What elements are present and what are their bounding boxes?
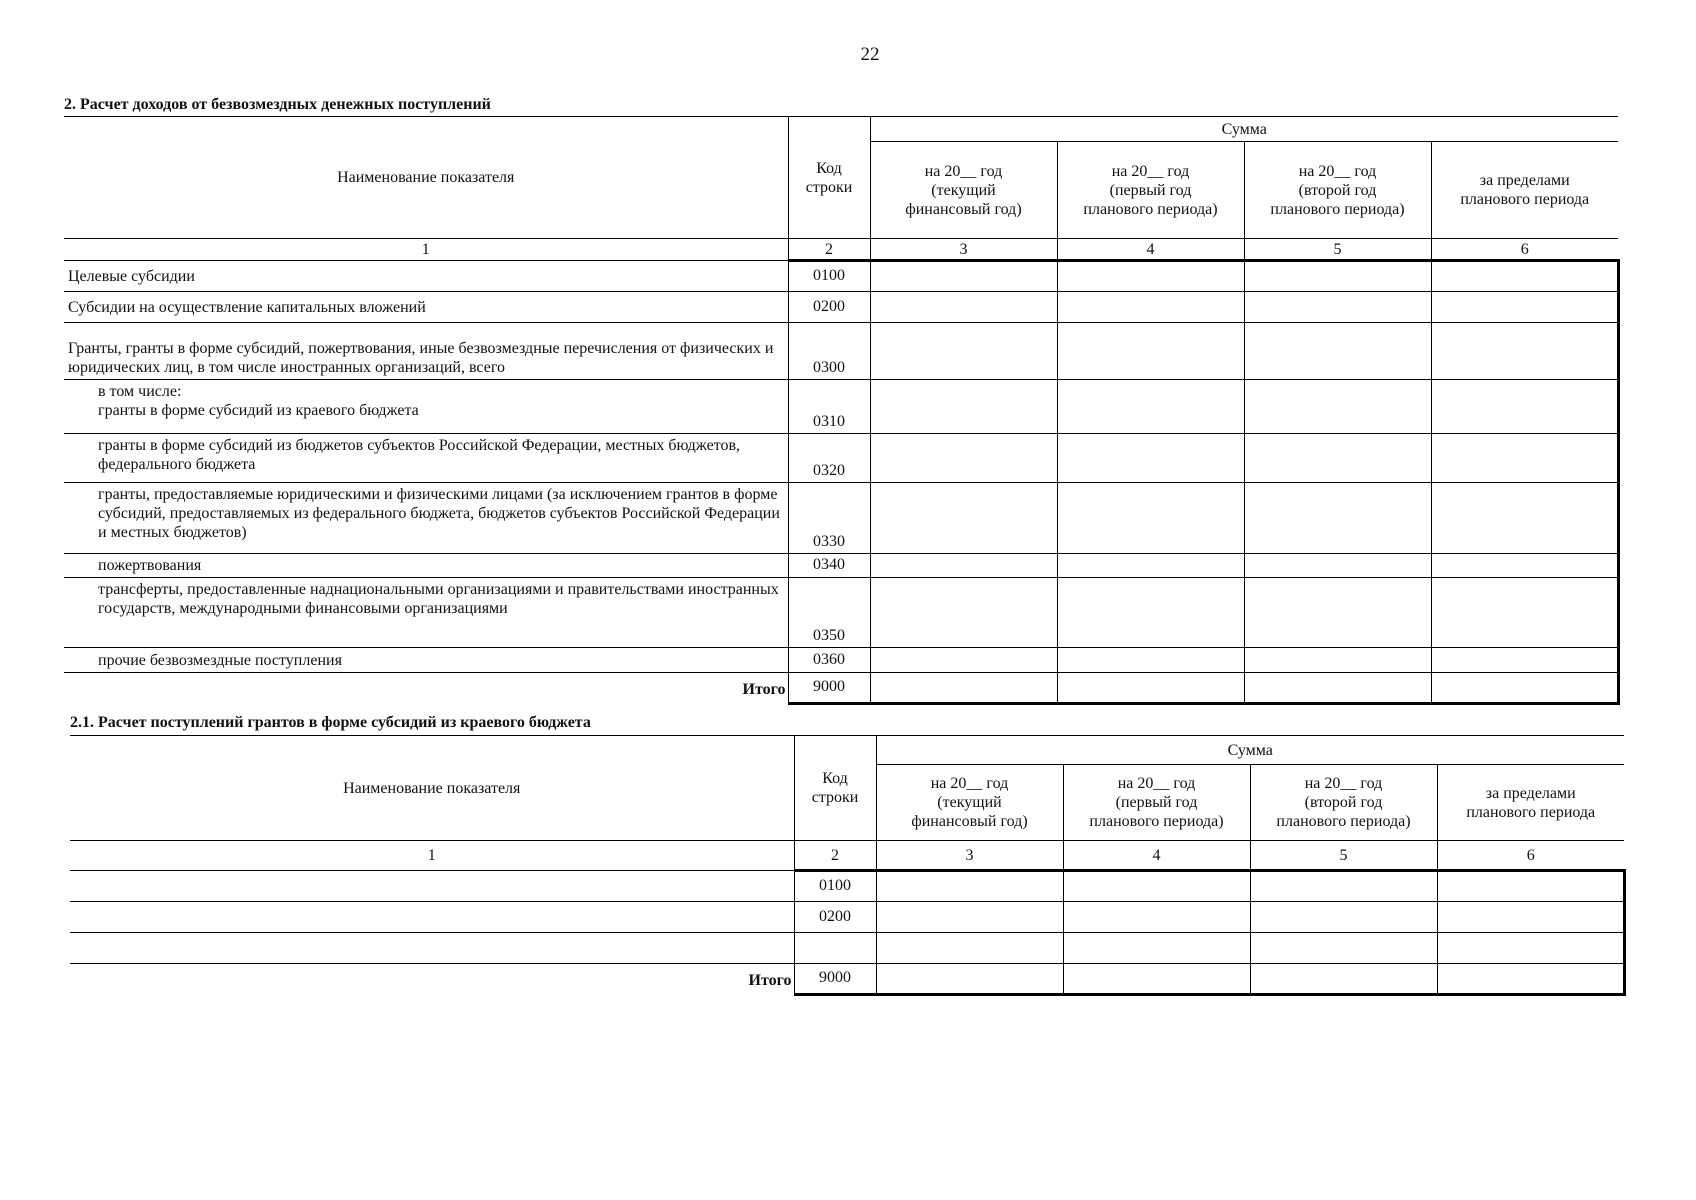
total-code: 9000 — [794, 964, 876, 995]
header-col5: на 20__ год (второй год планового периода) — [1250, 765, 1437, 841]
table-row — [64, 380, 1618, 434]
value-cell[interactable] — [870, 323, 1057, 380]
row-name: Целевые субсидии — [64, 261, 788, 292]
header-col4: на 20__ год (первый год планового периода) — [1063, 765, 1250, 841]
col-number-6: 6 — [1437, 841, 1624, 871]
value-cell[interactable] — [1244, 673, 1431, 704]
value-cell[interactable] — [1057, 323, 1244, 380]
value-cell[interactable] — [1437, 933, 1624, 964]
value-cell[interactable] — [1250, 933, 1437, 964]
header-code: Код строки — [794, 736, 876, 841]
value-cell[interactable] — [1431, 648, 1618, 673]
row-name-text: гранты в форме субсидий из краевого бюджета — [98, 402, 419, 419]
row-name[interactable] — [70, 902, 794, 933]
table-row — [64, 554, 1618, 578]
header-col4: на 20__ год (первый год планового периода) — [1057, 142, 1244, 239]
header-code: Код строки — [788, 117, 870, 239]
row-name: Гранты, гранты в форме субсидий, пожертвования, иные безвозмездные перечисления от физических и юридических лиц, в том числе иностранных организаций, всего — [64, 323, 788, 380]
row-code: 0310 — [788, 380, 870, 434]
value-cell[interactable] — [1244, 578, 1431, 648]
value-cell[interactable] — [870, 292, 1057, 323]
value-cell[interactable] — [1437, 902, 1624, 933]
col-number-5: 5 — [1244, 239, 1431, 261]
value-cell[interactable] — [1431, 673, 1618, 704]
col-number-5: 5 — [1250, 841, 1437, 871]
value-cell[interactable] — [1250, 902, 1437, 933]
table-row — [64, 483, 1618, 554]
col-number-3: 3 — [876, 841, 1063, 871]
value-cell[interactable] — [1063, 871, 1250, 902]
value-cell[interactable] — [876, 902, 1063, 933]
header-name: Наименование показателя — [70, 736, 794, 841]
row-code: 0350 — [788, 578, 870, 648]
table-row — [64, 578, 1618, 648]
value-cell[interactable] — [1431, 292, 1618, 323]
section-title-2: 2.1. Расчет поступлений грантов в форме субсидий из краевого бюджета — [70, 714, 591, 731]
value-cell[interactable] — [1057, 483, 1244, 554]
row-name[interactable] — [70, 871, 794, 902]
row-code: 0100 — [794, 871, 876, 902]
row-code: 0330 — [788, 483, 870, 554]
value-cell[interactable] — [1437, 964, 1624, 995]
page-number: 22 — [860, 44, 880, 65]
row-code: 0100 — [788, 261, 870, 292]
table-row — [64, 323, 1618, 380]
row-name: прочие безвозмездные поступления — [64, 648, 788, 673]
value-cell[interactable] — [1431, 434, 1618, 483]
table-row — [64, 434, 1618, 483]
header-col5: на 20__ год (второй год планового периода) — [1244, 142, 1431, 239]
value-cell[interactable] — [1244, 292, 1431, 323]
col-number-4: 4 — [1057, 239, 1244, 261]
value-cell[interactable] — [1244, 434, 1431, 483]
header-col6: за пределами планового периода — [1437, 765, 1624, 841]
total-row — [64, 673, 1618, 704]
value-cell[interactable] — [1063, 902, 1250, 933]
value-cell[interactable] — [1244, 380, 1431, 434]
header-col3: на 20__ год (текущий финансовый год) — [876, 765, 1063, 841]
total-label: Итого — [742, 680, 786, 698]
row-name: пожертвования — [64, 554, 788, 578]
header-name: Наименование показателя — [64, 117, 788, 239]
value-cell[interactable] — [870, 380, 1057, 434]
value-cell[interactable] — [870, 648, 1057, 673]
value-cell[interactable] — [1431, 483, 1618, 554]
value-cell[interactable] — [1057, 380, 1244, 434]
row-name: трансферты, предоставленные наднациональными организациями и правительствами иностранных государств, международными финансовыми организациями — [64, 578, 788, 648]
value-cell[interactable] — [870, 434, 1057, 483]
value-cell[interactable] — [1244, 483, 1431, 554]
value-cell[interactable] — [1244, 554, 1431, 578]
row-name: гранты, предоставляемые юридическими и физическими лицами (за исключением грантов в форме субсидий, предоставляемых из федерального бюджета, бюджетов субъектов Российской Федерации и местных бюджетов) — [64, 483, 788, 554]
table-row — [64, 648, 1618, 673]
row-code: 0200 — [794, 902, 876, 933]
table-row — [64, 261, 1618, 292]
col-number-1: 1 — [64, 239, 788, 261]
value-cell[interactable] — [1057, 648, 1244, 673]
value-cell[interactable] — [1431, 261, 1618, 292]
value-cell[interactable] — [870, 483, 1057, 554]
value-cell[interactable] — [1057, 673, 1244, 704]
value-cell[interactable] — [1244, 261, 1431, 292]
header-col3: на 20__ год (текущий финансовый год) — [870, 142, 1057, 239]
col-number-3: 3 — [870, 239, 1057, 261]
row-code: 0300 — [788, 323, 870, 380]
value-cell[interactable] — [876, 964, 1063, 995]
value-cell[interactable] — [1057, 578, 1244, 648]
value-cell[interactable] — [870, 261, 1057, 292]
table-row — [64, 292, 1618, 323]
value-cell[interactable] — [870, 554, 1057, 578]
value-cell[interactable] — [1437, 871, 1624, 902]
value-cell[interactable] — [870, 578, 1057, 648]
value-cell[interactable] — [1250, 871, 1437, 902]
value-cell[interactable] — [1244, 648, 1431, 673]
row-code — [794, 933, 876, 964]
value-cell[interactable] — [870, 673, 1057, 704]
row-name — [64, 380, 788, 434]
value-cell[interactable] — [1250, 964, 1437, 995]
total-code: 9000 — [788, 673, 870, 704]
value-cell[interactable] — [1431, 380, 1618, 434]
col-number-2: 2 — [794, 841, 876, 871]
total-label: Итого — [748, 971, 792, 989]
row-code: 0340 — [788, 554, 870, 578]
value-cell[interactable] — [1063, 964, 1250, 995]
value-cell[interactable] — [1057, 434, 1244, 483]
value-cell[interactable] — [1057, 261, 1244, 292]
value-cell[interactable] — [1431, 554, 1618, 578]
row-code: 0320 — [788, 434, 870, 483]
header-col6: за пределами планового периода — [1431, 142, 1618, 239]
row-code: 0200 — [788, 292, 870, 323]
row-name: гранты в форме субсидий из бюджетов субъектов Российской Федерации, местных бюджетов, федерального бюджета — [64, 434, 788, 483]
table-row — [70, 902, 1624, 933]
value-cell[interactable] — [1431, 578, 1618, 648]
income-table — [64, 116, 1620, 705]
value-cell[interactable] — [1431, 323, 1618, 380]
table-row — [70, 933, 1624, 964]
value-cell[interactable] — [1057, 292, 1244, 323]
section-title-1: 2. Расчет доходов от безвозмездных денежных поступлений — [64, 96, 491, 113]
col-number-4: 4 — [1063, 841, 1250, 871]
value-cell[interactable] — [1244, 323, 1431, 380]
col-number-2: 2 — [788, 239, 870, 261]
col-number-6: 6 — [1431, 239, 1618, 261]
value-cell[interactable] — [876, 871, 1063, 902]
row-prefix: в том числе: — [98, 383, 182, 400]
total-row — [70, 964, 1624, 995]
grants-table — [70, 735, 1626, 996]
table-row — [70, 871, 1624, 902]
col-number-1: 1 — [70, 841, 794, 871]
header-sum: Сумма — [870, 117, 1618, 142]
value-cell[interactable] — [1057, 554, 1244, 578]
value-cell[interactable] — [876, 933, 1063, 964]
header-sum: Сумма — [876, 736, 1624, 765]
value-cell[interactable] — [1063, 933, 1250, 964]
row-code: 0360 — [788, 648, 870, 673]
row-name[interactable] — [70, 933, 794, 964]
row-name: Субсидии на осуществление капитальных вложений — [64, 292, 788, 323]
